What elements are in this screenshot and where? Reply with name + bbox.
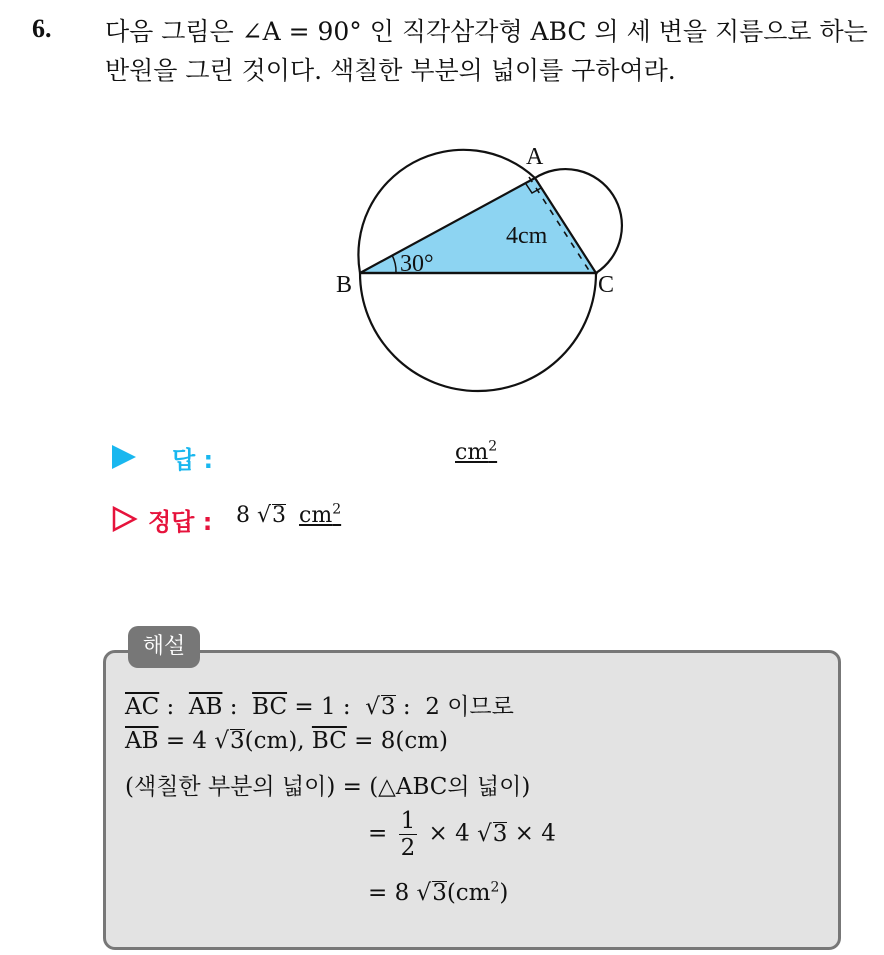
semicircle-bc: [360, 273, 596, 391]
geometry-figure: [320, 130, 640, 400]
label-angle: 30°: [400, 251, 434, 277]
eq-text: = 8(cm): [346, 728, 449, 754]
answer-label: 답 :: [172, 446, 214, 474]
solution-line-2: [125, 728, 448, 754]
answer-unit-exponent: 2: [488, 438, 498, 455]
sqrt-symbol: √3: [365, 694, 396, 720]
segment-bc: $\overline{BC}$: [311, 728, 347, 754]
correct-unit: [299, 503, 341, 528]
eq-text: =: [368, 820, 395, 847]
sqrt-symbol: √3: [214, 728, 245, 754]
sqrt-symbol: √3: [257, 503, 287, 528]
play-icon: [112, 445, 136, 469]
radicand: 3: [492, 820, 508, 847]
ratio-rest: : 2 이므로: [395, 694, 514, 720]
radicand: 3: [380, 694, 396, 720]
segment-bc: $\overline{BC}$: [252, 694, 288, 720]
eq-text: × 4: [421, 820, 478, 847]
fraction-denominator: 2: [400, 835, 416, 861]
sqrt-symbol: √3: [416, 880, 447, 906]
solution-line-1: [125, 688, 514, 721]
fraction: [399, 808, 418, 861]
eq-text: (cm: [446, 880, 491, 906]
correct-answer-row: [112, 502, 712, 538]
correct-radicand: 3: [272, 503, 287, 528]
answer-unit: [455, 440, 497, 465]
correct-value: [236, 503, 341, 528]
sep: :: [159, 694, 189, 720]
sep: :: [222, 694, 253, 720]
question-text: 다음 그림은 ∠A = 90° 인 직각삼각형 ABC 의 세 변을 지름으로 하는 반원을 그린 것이다. 색칠한 부분의 넓이를 구하여라.: [105, 17, 868, 85]
unit-exponent: 2: [490, 879, 500, 896]
radicand: 3: [230, 728, 245, 754]
eq-text: = 4: [158, 728, 215, 754]
solution-tag: 해설: [128, 626, 200, 668]
open-play-icon: [112, 506, 138, 532]
solution-line-4: [368, 808, 556, 861]
eq-text: ): [499, 880, 509, 906]
question-number: 6.: [32, 14, 52, 43]
eq-text: (cm),: [244, 728, 312, 754]
solution-line-3: (색칠한 부분의 넓이) = (△ABC의 넓이): [125, 774, 531, 800]
correct-unit-exponent: 2: [332, 501, 342, 518]
radicand: 3: [432, 880, 447, 906]
label-length: 4cm: [506, 223, 548, 249]
segment-ac: $\overline{AC}$: [125, 694, 160, 720]
eq-text: × 4: [507, 820, 556, 847]
correct-label: 정답 :: [148, 508, 213, 536]
triangle-semicircles-diagram: [320, 130, 640, 400]
answer-row: [112, 440, 712, 474]
answer-unit-text: cm: [455, 440, 489, 465]
correct-unit-text: cm: [299, 503, 333, 528]
segment-ab: $\overline{AB}$: [188, 694, 223, 720]
label-a: A: [526, 144, 544, 170]
fraction-numerator: 1: [400, 808, 416, 834]
correct-coef: 8: [236, 503, 250, 528]
eq-text: = 8: [368, 880, 417, 906]
solution-line-5: [368, 880, 508, 906]
label-c: C: [598, 272, 615, 298]
segment-ab: $\overline{AB}$: [125, 728, 159, 754]
sqrt-symbol: √3: [477, 820, 508, 847]
ratio-text: = 1 :: [287, 694, 366, 720]
label-b: B: [336, 272, 353, 298]
